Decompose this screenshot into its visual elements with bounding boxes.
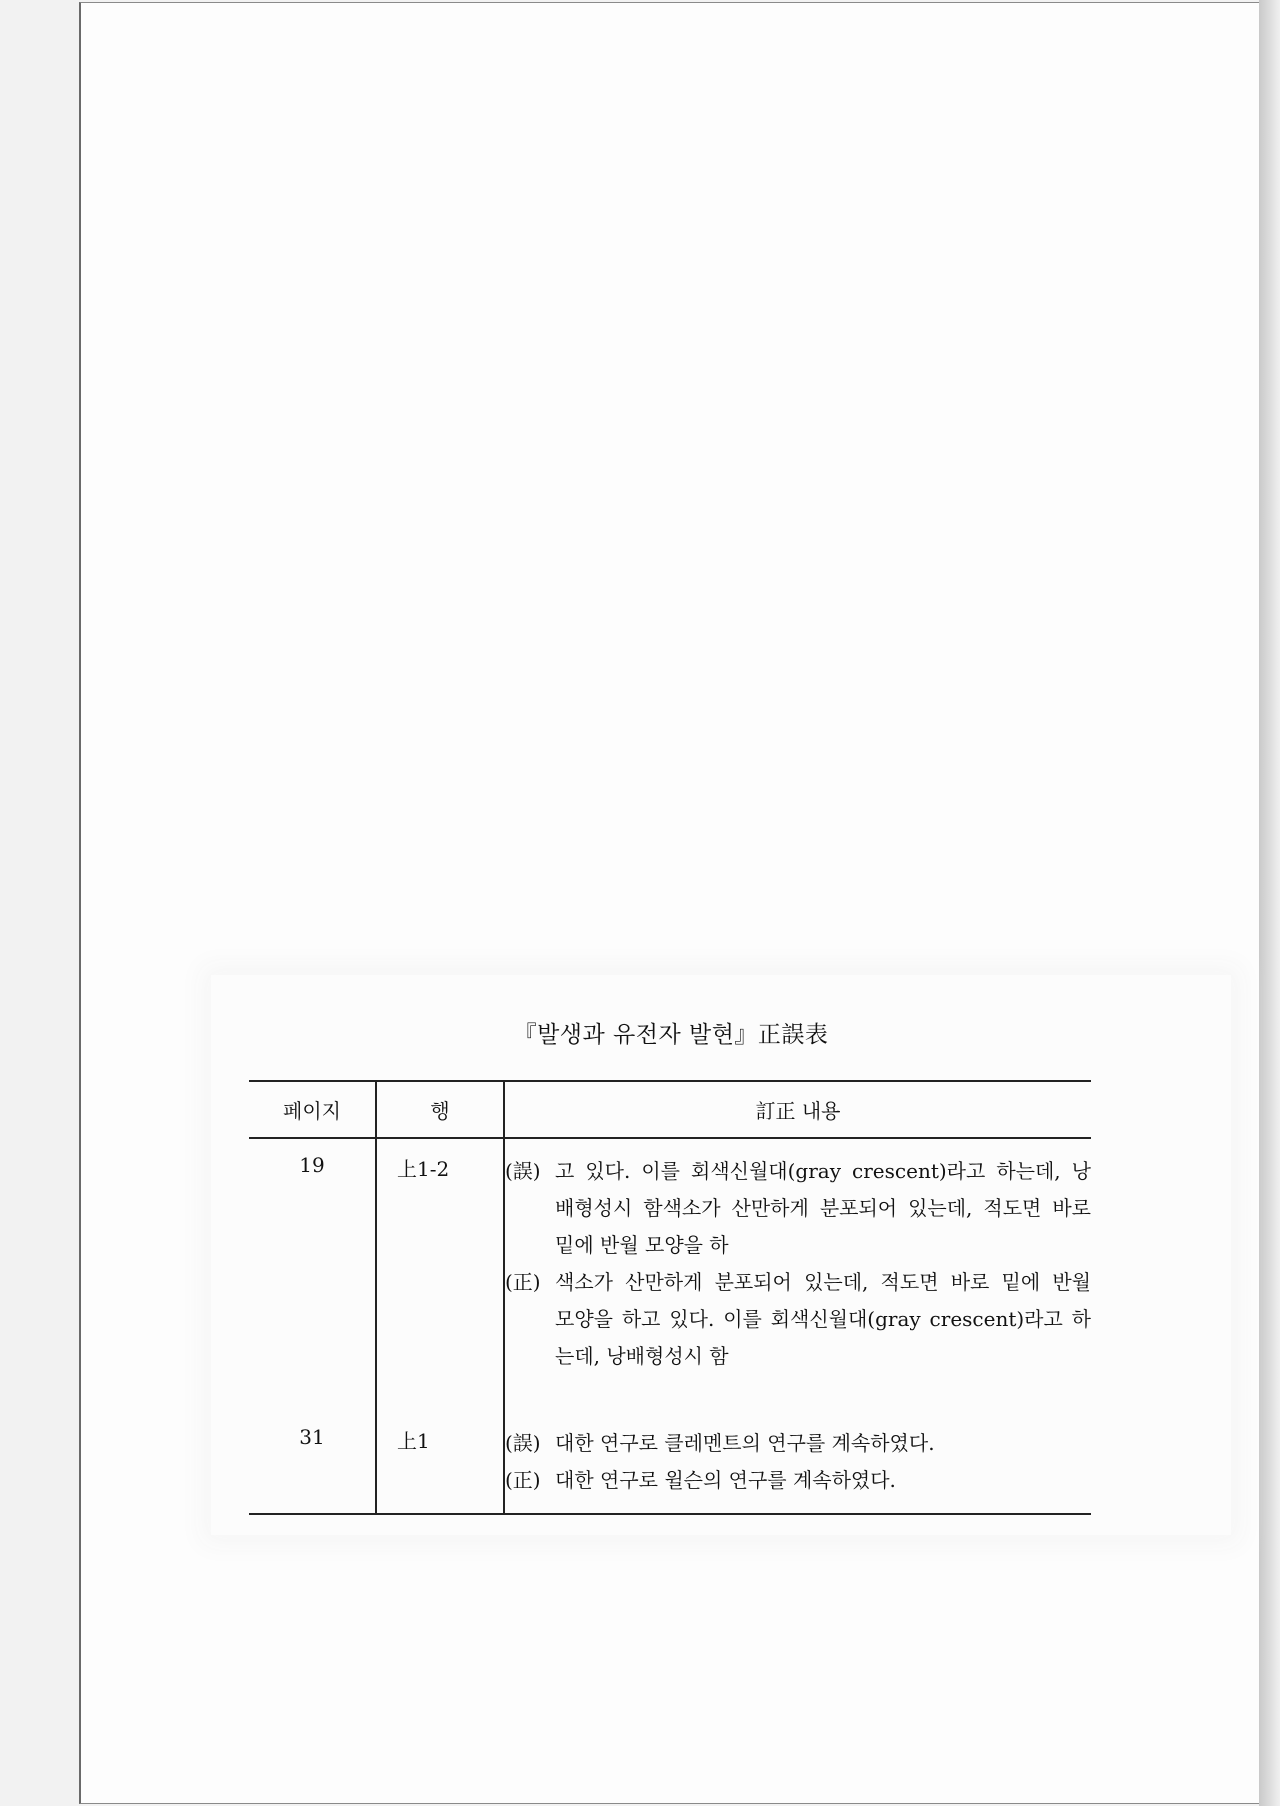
wrong-text: 대한 연구로 클레멘트의 연구를 계속하였다. — [555, 1431, 935, 1455]
document-page — [79, 2, 1259, 1804]
line-reference: 上1 — [376, 1411, 504, 1514]
errata-title: 『발생과 유전자 발현』正誤表 — [513, 1022, 829, 1048]
correction-content — [504, 1138, 1091, 1411]
correct-text: 색소가 산만하게 분포되어 있는데, 적도면 바로 밑에 반월 — [555, 1270, 1091, 1294]
wrong-text: 밑에 반월 모양을 하 — [555, 1233, 729, 1257]
page-number: 31 — [249, 1411, 376, 1514]
entry-line — [505, 1425, 1091, 1462]
header-correction: 訂正 내용 — [504, 1081, 1091, 1138]
wrong-mark: (誤) — [505, 1431, 541, 1455]
correct-text: 는데, 낭배형성시 함 — [555, 1344, 729, 1368]
entry-line — [505, 1462, 1091, 1499]
page-edge-shadow — [1259, 0, 1280, 1806]
entry-line — [505, 1190, 1091, 1227]
table-header-row — [249, 1081, 1091, 1138]
wrong-text: 고 있다. 이를 회색신월대(gray crescent)라고 하는데, 낭 — [555, 1159, 1091, 1183]
header-page: 페이지 — [249, 1081, 376, 1138]
errata-table — [249, 1080, 1091, 1515]
correct-mark: (正) — [505, 1468, 541, 1492]
table-row — [249, 1411, 1091, 1514]
correct-text: 대한 연구로 윌슨의 연구를 계속하였다. — [555, 1468, 896, 1492]
line-reference: 上1-2 — [376, 1138, 504, 1411]
entry-line — [505, 1264, 1091, 1301]
entry-line — [505, 1338, 1091, 1375]
header-line: 행 — [376, 1081, 504, 1138]
correction-content — [504, 1411, 1091, 1514]
wrong-text: 배형성시 함색소가 산만하게 분포되어 있는데, 적도면 바로 — [555, 1196, 1091, 1220]
wrong-mark: (誤) — [505, 1159, 541, 1183]
table-row — [249, 1138, 1091, 1411]
page-number: 19 — [299, 1153, 325, 1177]
entry-line — [505, 1227, 1091, 1264]
correct-text: 모양을 하고 있다. 이를 회색신월대(gray crescent)라고 하 — [555, 1307, 1091, 1331]
entry-line — [505, 1301, 1091, 1338]
correct-mark: (正) — [505, 1270, 541, 1294]
entry-line — [505, 1153, 1091, 1190]
